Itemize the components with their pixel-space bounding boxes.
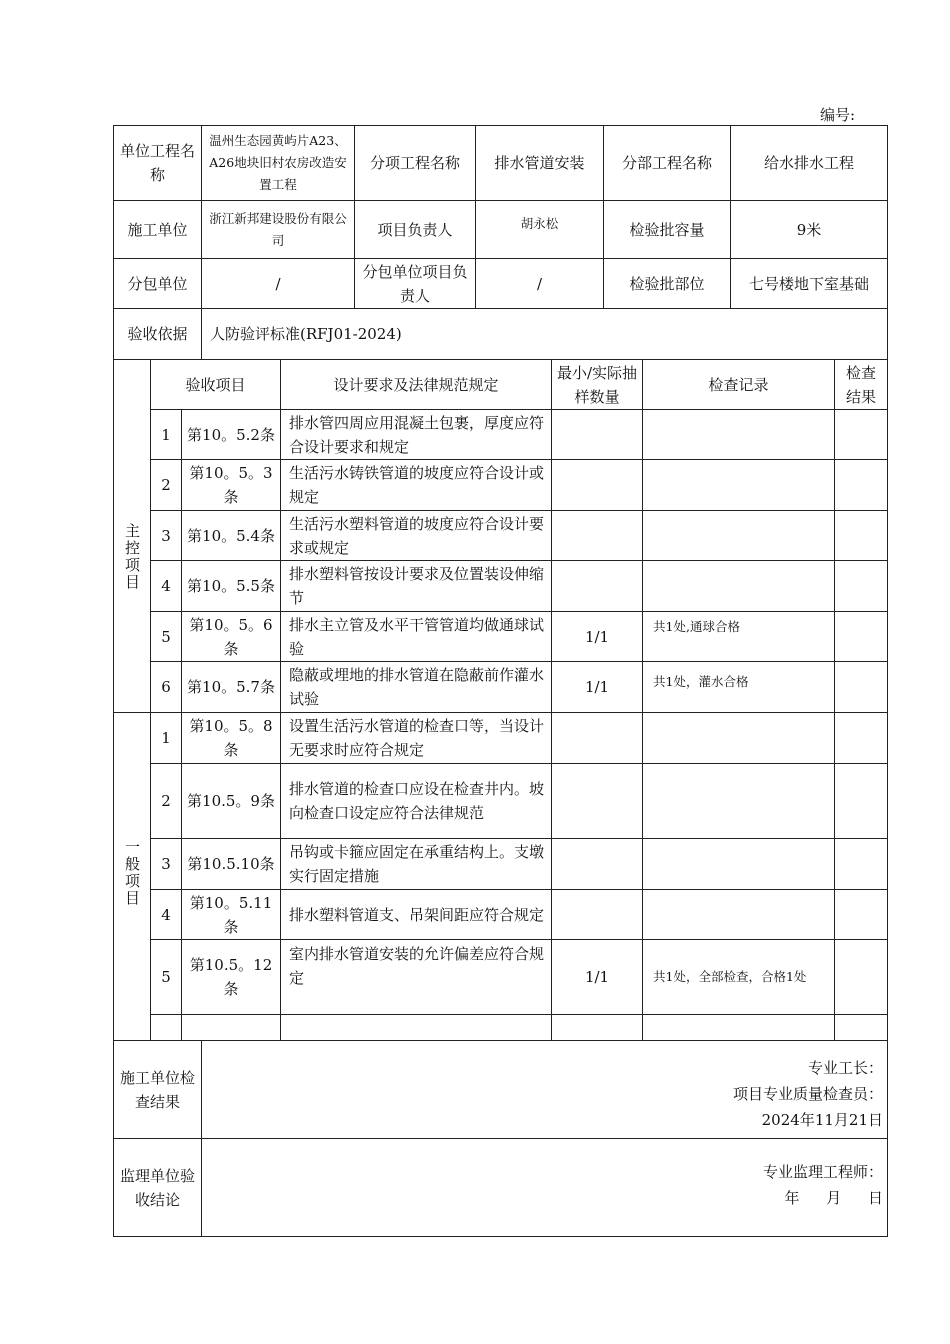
- requirement-cell: 排水管道的检查口应设在检查井内。坡向检查口设定应符合法律规范: [281, 764, 552, 839]
- requirement-cell: 生活污水塑料管道的坡度应符合设计要求或规定: [281, 511, 552, 561]
- result-cell: [835, 511, 888, 561]
- sample-cell: [552, 460, 643, 511]
- location-label: 检验批部位: [604, 259, 731, 309]
- header-table: [113, 125, 888, 360]
- table-row: [114, 890, 888, 940]
- table-row: [114, 839, 888, 890]
- record-cell: 共1处，全部检查，合格1处: [643, 940, 835, 1015]
- record-cell: [643, 410, 835, 460]
- clause-cell: 第10。5.5条: [182, 561, 281, 612]
- record-cell: [643, 511, 835, 561]
- clause-cell: 第10。5。3条: [182, 460, 281, 511]
- row-number: 5: [151, 940, 182, 1015]
- contractor-label: 施工单位: [114, 201, 202, 259]
- unit-project-label: 单位工程名称: [114, 126, 202, 201]
- table-row: [114, 511, 888, 561]
- col-requirement-header: 设计要求及法律规范规定: [281, 360, 552, 410]
- row-number: 2: [151, 460, 182, 511]
- row-number: 1: [151, 713, 182, 764]
- supervisor-check-block: [202, 1139, 888, 1237]
- capacity-value: 9米: [731, 201, 888, 259]
- pm-value: 胡永松: [476, 201, 604, 259]
- requirement-cell: 排水塑料管道支、吊架间距应符合规定: [281, 890, 552, 940]
- record-cell: [643, 839, 835, 890]
- contractor-date: 2024年11月21日: [761, 1111, 883, 1129]
- result-cell: [835, 612, 888, 662]
- supervisor-check-label: 监理单位验收结论: [114, 1139, 202, 1237]
- result-cell: [835, 764, 888, 839]
- row-number: 4: [151, 561, 182, 612]
- sample-cell: [552, 561, 643, 612]
- requirement-cell: [281, 1015, 552, 1041]
- sample-cell: [552, 890, 643, 940]
- clause-cell: 第10。5.7条: [182, 662, 281, 713]
- table-row: [114, 460, 888, 511]
- table-row: [114, 764, 888, 839]
- engineer-label: 专业监理工程师：: [762, 1163, 883, 1181]
- record-cell: [643, 561, 835, 612]
- group-header-blank: [114, 360, 151, 410]
- clause-cell: 第10.5.10条: [182, 839, 281, 890]
- clause-cell: [182, 1015, 281, 1041]
- result-cell: [835, 890, 888, 940]
- general-group-label: 一般项目: [114, 713, 151, 1041]
- contractor-check-block: [202, 1041, 888, 1139]
- record-cell: 共1处，灌水合格: [643, 662, 835, 713]
- record-cell: [643, 890, 835, 940]
- result-cell: [835, 561, 888, 612]
- table-row: [114, 940, 888, 1015]
- row-number: 3: [151, 839, 182, 890]
- row-number: 1: [151, 410, 182, 460]
- sample-cell: [552, 410, 643, 460]
- result-cell: [835, 460, 888, 511]
- col-record-header: 检查记录: [643, 360, 835, 410]
- record-cell: [643, 764, 835, 839]
- table-row: [114, 410, 888, 460]
- basis-label: 验收依据: [114, 309, 202, 360]
- result-cell: [835, 839, 888, 890]
- table-row: [114, 713, 888, 764]
- result-cell: [835, 713, 888, 764]
- document-number-label: 编号:: [820, 106, 856, 124]
- contractor-check-label: 施工单位检查结果: [114, 1041, 202, 1139]
- requirement-cell: 隐蔽或埋地的排水管道在隐蔽前作灌水试验: [281, 662, 552, 713]
- row-number: [151, 1015, 182, 1041]
- sample-cell: 1/1: [552, 940, 643, 1015]
- requirement-cell: 吊钩或卡箍应固定在承重结构上。支墩实行固定措施: [281, 839, 552, 890]
- sample-cell: [552, 1015, 643, 1041]
- sample-cell: [552, 839, 643, 890]
- inspector-label: 项目专业质量检查员：: [732, 1085, 883, 1103]
- requirement-cell: 设置生活污水管道的检查口等，当设计无要求时应符合规定: [281, 713, 552, 764]
- clause-cell: 第10.5。9条: [182, 764, 281, 839]
- table-row: [114, 662, 888, 713]
- unit-project-value: 温州生态园黄屿片A23、A26地块旧村农房改造安置工程: [202, 126, 355, 201]
- sample-cell: 1/1: [552, 662, 643, 713]
- record-cell: [643, 460, 835, 511]
- sample-cell: [552, 764, 643, 839]
- foreman-label: 专业工长：: [807, 1059, 883, 1077]
- record-cell: [643, 1015, 835, 1041]
- sub-item-label: 分项工程名称: [355, 126, 476, 201]
- result-cell: [835, 940, 888, 1015]
- clause-cell: 第10。5。8条: [182, 713, 281, 764]
- requirement-cell: 排水主立管及水平干管管道均做通球试验: [281, 612, 552, 662]
- table-row: [114, 1015, 888, 1041]
- sub-pm-label: 分包单位项目负责人: [355, 259, 476, 309]
- contractor-value: 浙江新邦建设股份有限公司: [202, 201, 355, 259]
- col-item-header: 验收项目: [151, 360, 281, 410]
- signoff-table: [113, 1040, 888, 1237]
- inspection-table: [113, 359, 888, 1041]
- main-group-label: 主控项目: [114, 410, 151, 713]
- clause-cell: 第10。5。6条: [182, 612, 281, 662]
- sub-item-value: 排水管道安装: [476, 126, 604, 201]
- col-result-header: 检查结果: [835, 360, 888, 410]
- record-cell: [643, 713, 835, 764]
- requirement-cell: 生活污水铸铁管道的坡度应符合设计或规定: [281, 460, 552, 511]
- row-number: 6: [151, 662, 182, 713]
- division-label: 分部工程名称: [604, 126, 731, 201]
- requirement-cell: 室内排水管道安装的允许偏差应符合规定: [281, 940, 552, 1015]
- result-cell: [835, 410, 888, 460]
- requirement-cell: 排水管四周应用混凝土包裹，厚度应符合设计要求和规定: [281, 410, 552, 460]
- row-number: 4: [151, 890, 182, 940]
- capacity-label: 检验批容量: [604, 201, 731, 259]
- subcontractor-label: 分包单位: [114, 259, 202, 309]
- record-cell: 共1处,通球合格: [643, 612, 835, 662]
- row-number: 2: [151, 764, 182, 839]
- table-row: [114, 612, 888, 662]
- result-cell: [835, 1015, 888, 1041]
- supervisor-date: 年 月 日: [784, 1189, 883, 1207]
- row-number: 5: [151, 612, 182, 662]
- basis-value: 人防验评标准(RFJ01-2024): [202, 309, 888, 360]
- result-cell: [835, 662, 888, 713]
- pm-label: 项目负责人: [355, 201, 476, 259]
- clause-cell: 第10。5.4条: [182, 511, 281, 561]
- location-value: 七号楼地下室基础: [731, 259, 888, 309]
- clause-cell: 第10。5.2条: [182, 410, 281, 460]
- division-value: 给水排水工程: [731, 126, 888, 201]
- clause-cell: 第10.5。12条: [182, 940, 281, 1015]
- subcontractor-value: /: [202, 259, 355, 309]
- row-number: 3: [151, 511, 182, 561]
- clause-cell: 第10。5.11条: [182, 890, 281, 940]
- sample-cell: [552, 511, 643, 561]
- column-header-row: [114, 360, 888, 410]
- sample-cell: [552, 713, 643, 764]
- sub-pm-value: /: [476, 259, 604, 309]
- sample-cell: 1/1: [552, 612, 643, 662]
- requirement-cell: 排水塑料管按设计要求及位置装设伸缩节: [281, 561, 552, 612]
- table-row: [114, 561, 888, 612]
- col-sample-header: 最小/实际抽样数量: [552, 360, 643, 410]
